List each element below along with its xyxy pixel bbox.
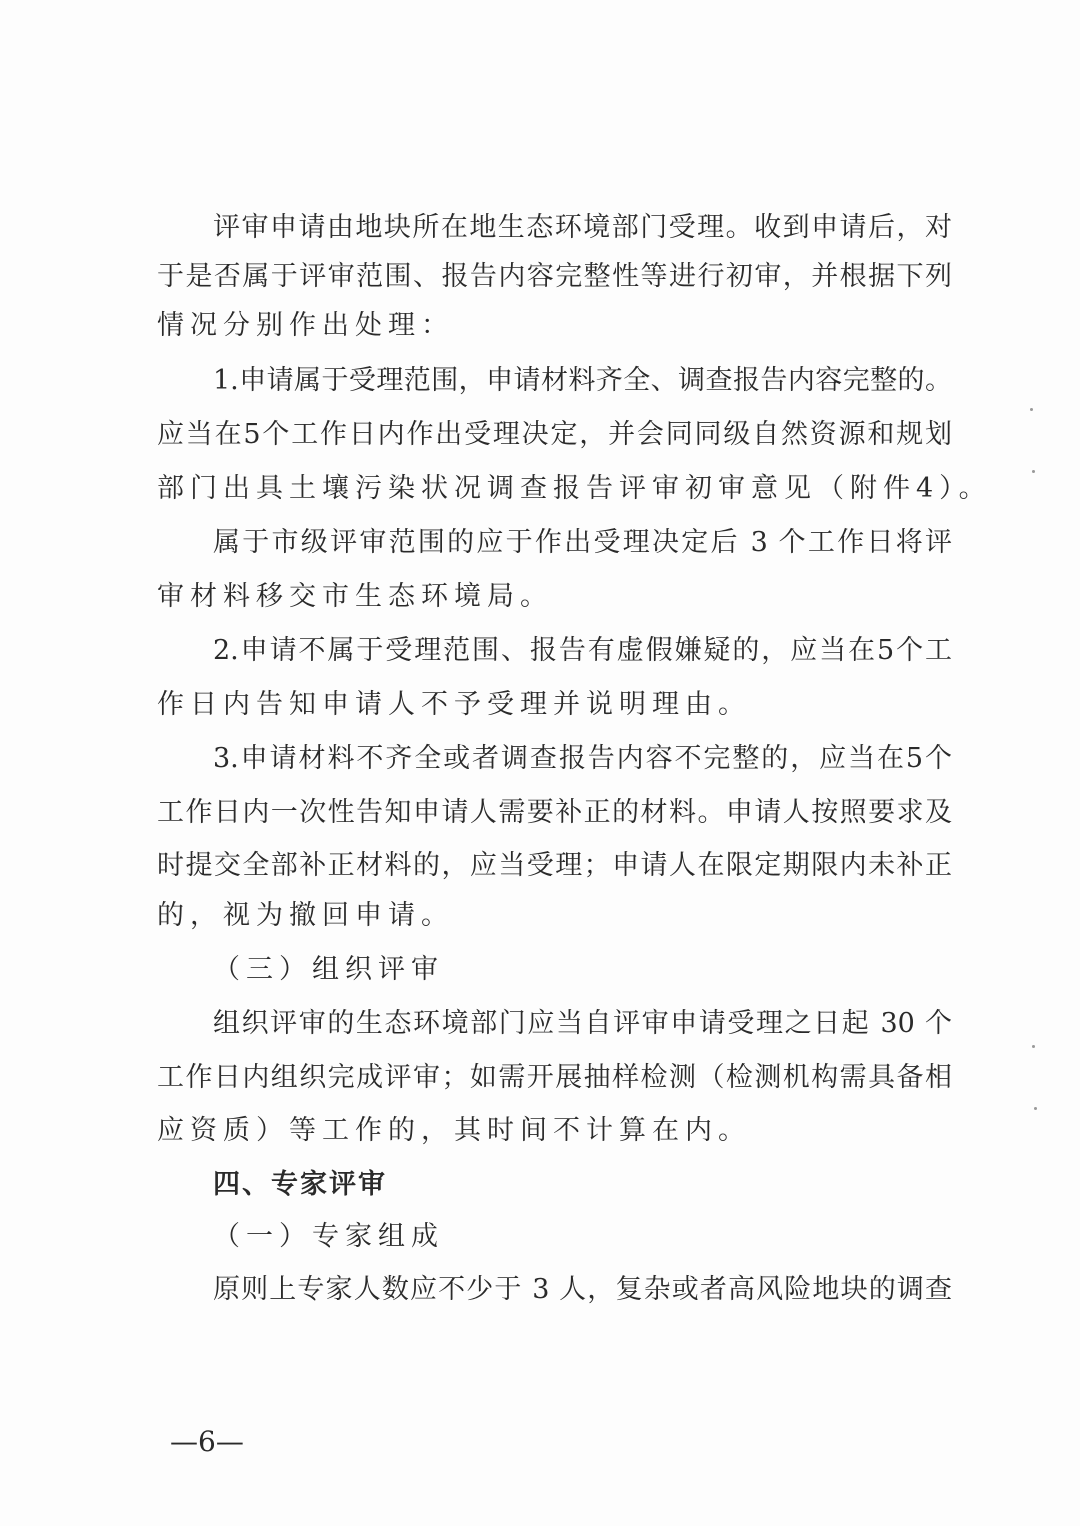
list-item-line: 的，视为撤回申请。	[157, 900, 454, 931]
list-item-line: 作日内告知申请人不予受理并说明理由。	[157, 689, 751, 720]
list-item-line: 1.申请属于受理范围，申请材料齐全、调查报告内容完整的。	[213, 365, 952, 396]
paragraph-line: 情况分别作出处理：	[157, 310, 454, 341]
paragraph-line: 审材料移交市生态环境局。	[157, 581, 553, 612]
list-item-line: 时提交全部补正材料的，应当受理；申请人在限定期限内未补正	[157, 850, 952, 881]
page-number: —6—	[170, 1425, 244, 1458]
paragraph-line: 工作日内组织完成评审；如需开展抽样检测（检测机构需具备相	[157, 1062, 952, 1093]
scan-speck	[1032, 1045, 1035, 1048]
list-item-line: 部门出具土壤污染状况调查报告评审初审意见（附件4）。	[157, 473, 992, 504]
paragraph-line: 属于市级评审范围的应于作出受理决定后 3 个工作日将评	[213, 527, 952, 558]
list-item-line: 2.申请不属于受理范围、报告有虚假嫌疑的，应当在5个工	[213, 635, 952, 666]
list-item-line: 应当在5个工作日内作出受理决定，并会同同级自然资源和规划	[157, 419, 952, 450]
paragraph-line: 应资质）等工作的，其时间不计算在内。	[157, 1115, 751, 1146]
scan-speck	[1032, 470, 1035, 473]
subsection-heading: （一）专家组成	[213, 1221, 444, 1252]
paragraph-line: 于是否属于评审范围、报告内容完整性等进行初审，并根据下列	[157, 261, 952, 292]
paragraph-line: 原则上专家人数应不少于 3 人，复杂或者高风险地块的调查	[213, 1274, 952, 1305]
scan-speck	[1034, 1107, 1037, 1110]
list-item-line: 3.申请材料不齐全或者调查报告内容不完整的，应当在5个	[213, 743, 952, 774]
scan-speck	[1030, 408, 1033, 411]
paragraph-line: 组织评审的生态环境部门应当自评审申请受理之日起 30 个	[213, 1008, 952, 1039]
list-item-line: 工作日内一次性告知申请人需要补正的材料。申请人按照要求及	[157, 797, 952, 828]
paragraph-line: 评审申请由地块所在地生态环境部门受理。收到申请后，对	[213, 212, 952, 243]
section-heading: 四、专家评审	[213, 1169, 387, 1200]
subsection-heading: （三）组织评审	[213, 954, 444, 985]
